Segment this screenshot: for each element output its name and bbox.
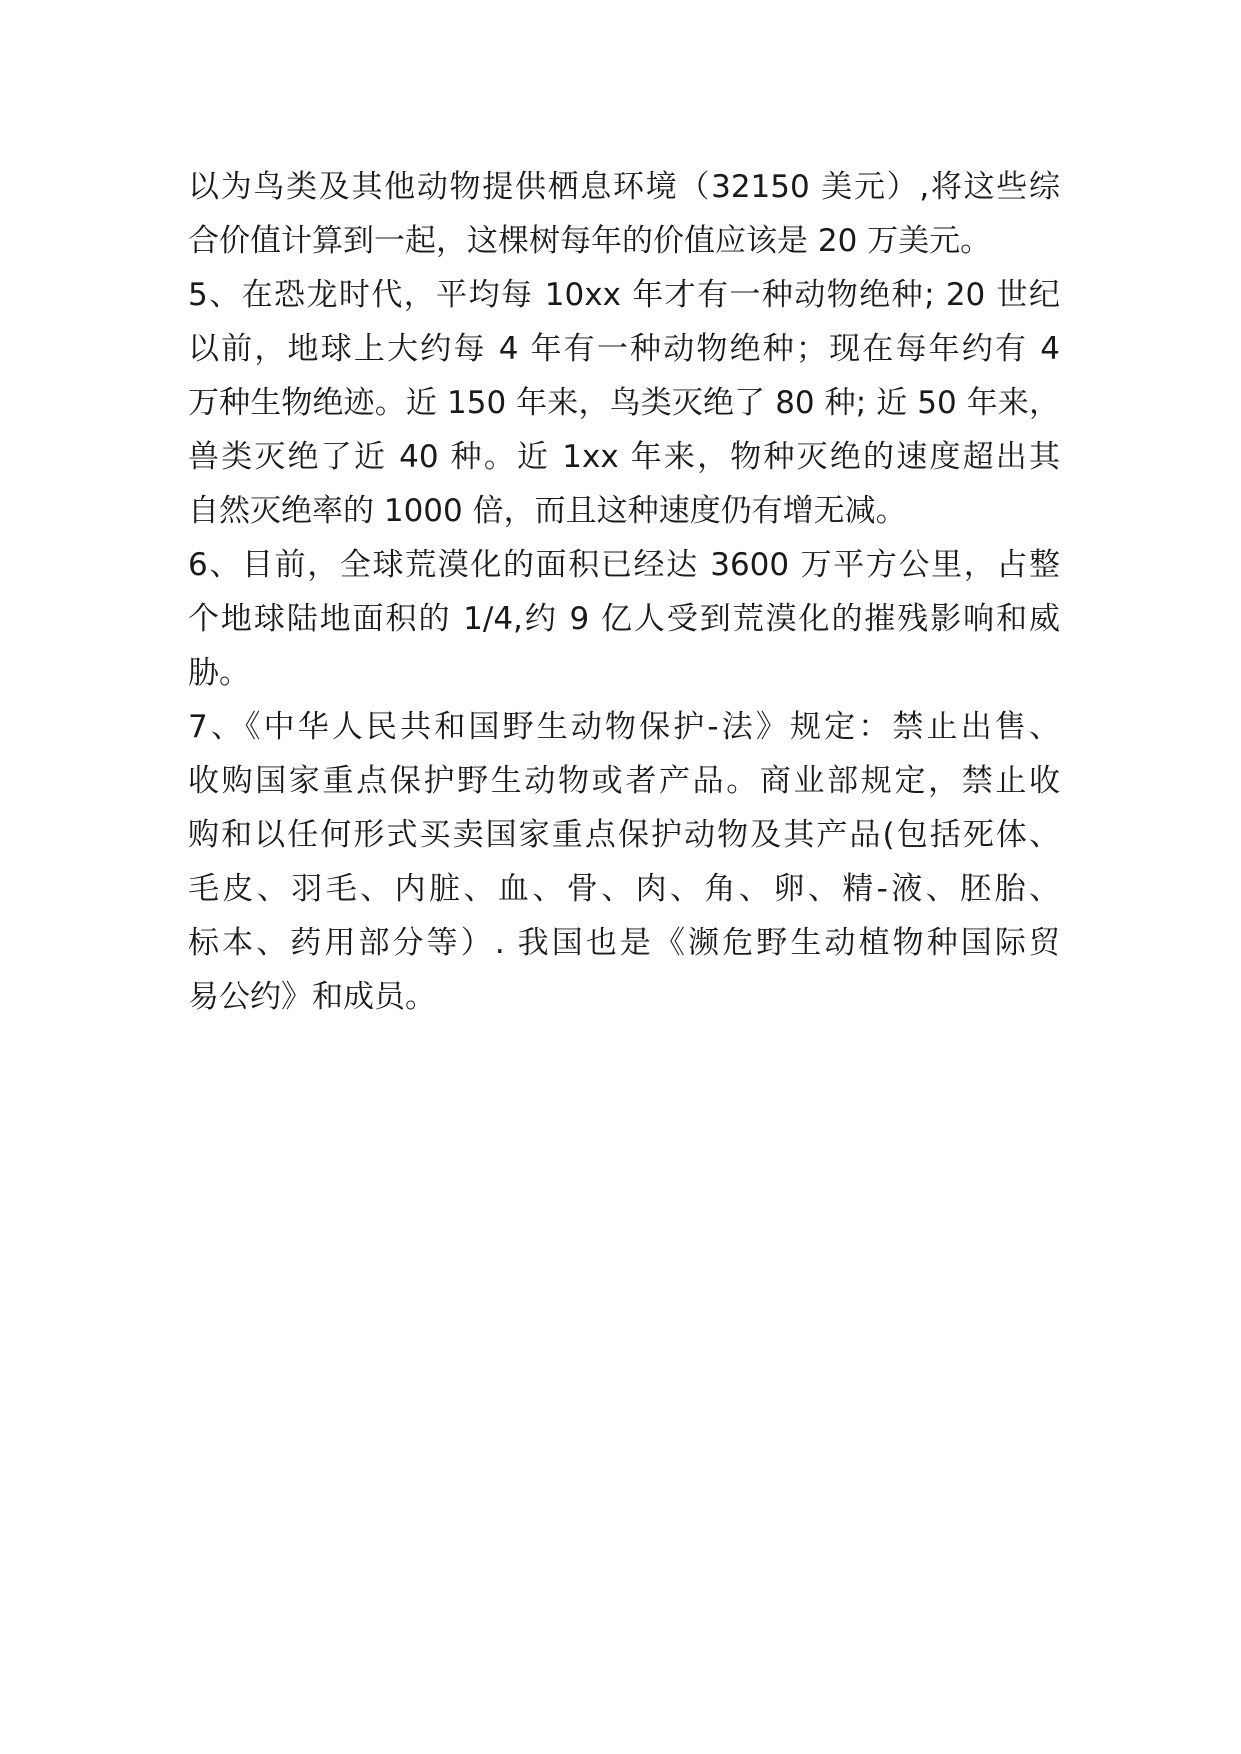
text-line: 自然灭绝率的 1000 倍，而且这种速度仍有增无减。 [188, 493, 907, 529]
text-line: 购和以任何形式买卖国家重点保护动物及其产品(包括死体、 [188, 817, 1060, 853]
text-line: 以为鸟类及其他动物提供栖息环境（32150 美元）,将这些综 [188, 169, 1060, 205]
text-line: 7、《中华人民共和国野生动物保护-法》规定：禁止出售、 [188, 709, 1060, 745]
text-line: 标本、药用部分等）. 我国也是《濒危野生动植物种国际贸 [188, 925, 1060, 961]
text-line: 以前，地球上大约每 4 年有一种动物绝种；现在每年约有 4 [188, 331, 1060, 367]
text-line: 毛皮、羽毛、内脏、血、骨、肉、角、卵、精-液、胚胎、 [188, 871, 1060, 907]
text-line: 胁。 [188, 655, 250, 691]
body-text [188, 160, 1060, 1024]
text-line: 兽类灭绝了近 40 种。近 1xx 年来，物种灭绝的速度超出其 [188, 439, 1060, 475]
text-line: 个地球陆地面积的 1/4,约 9 亿人受到荒漠化的摧残影响和威 [188, 601, 1060, 637]
text-line: 易公约》和成员。 [188, 979, 436, 1015]
text-line: 万种生物绝迹。近 150 年来，鸟类灭绝了 80 种; 近 50 年来， [188, 385, 1060, 421]
text-line: 收购国家重点保护野生动物或者产品。商业部规定，禁止收 [188, 763, 1060, 799]
text-line: 6、目前，全球荒漠化的面积已经达 3600 万平方公里，占整 [188, 547, 1060, 583]
text-line: 合价值计算到一起，这棵树每年的价值应该是 20 万美元。 [188, 223, 992, 259]
text-line: 5、在恐龙时代，平均每 10xx 年才有一种动物绝种; 20 世纪 [188, 277, 1060, 313]
